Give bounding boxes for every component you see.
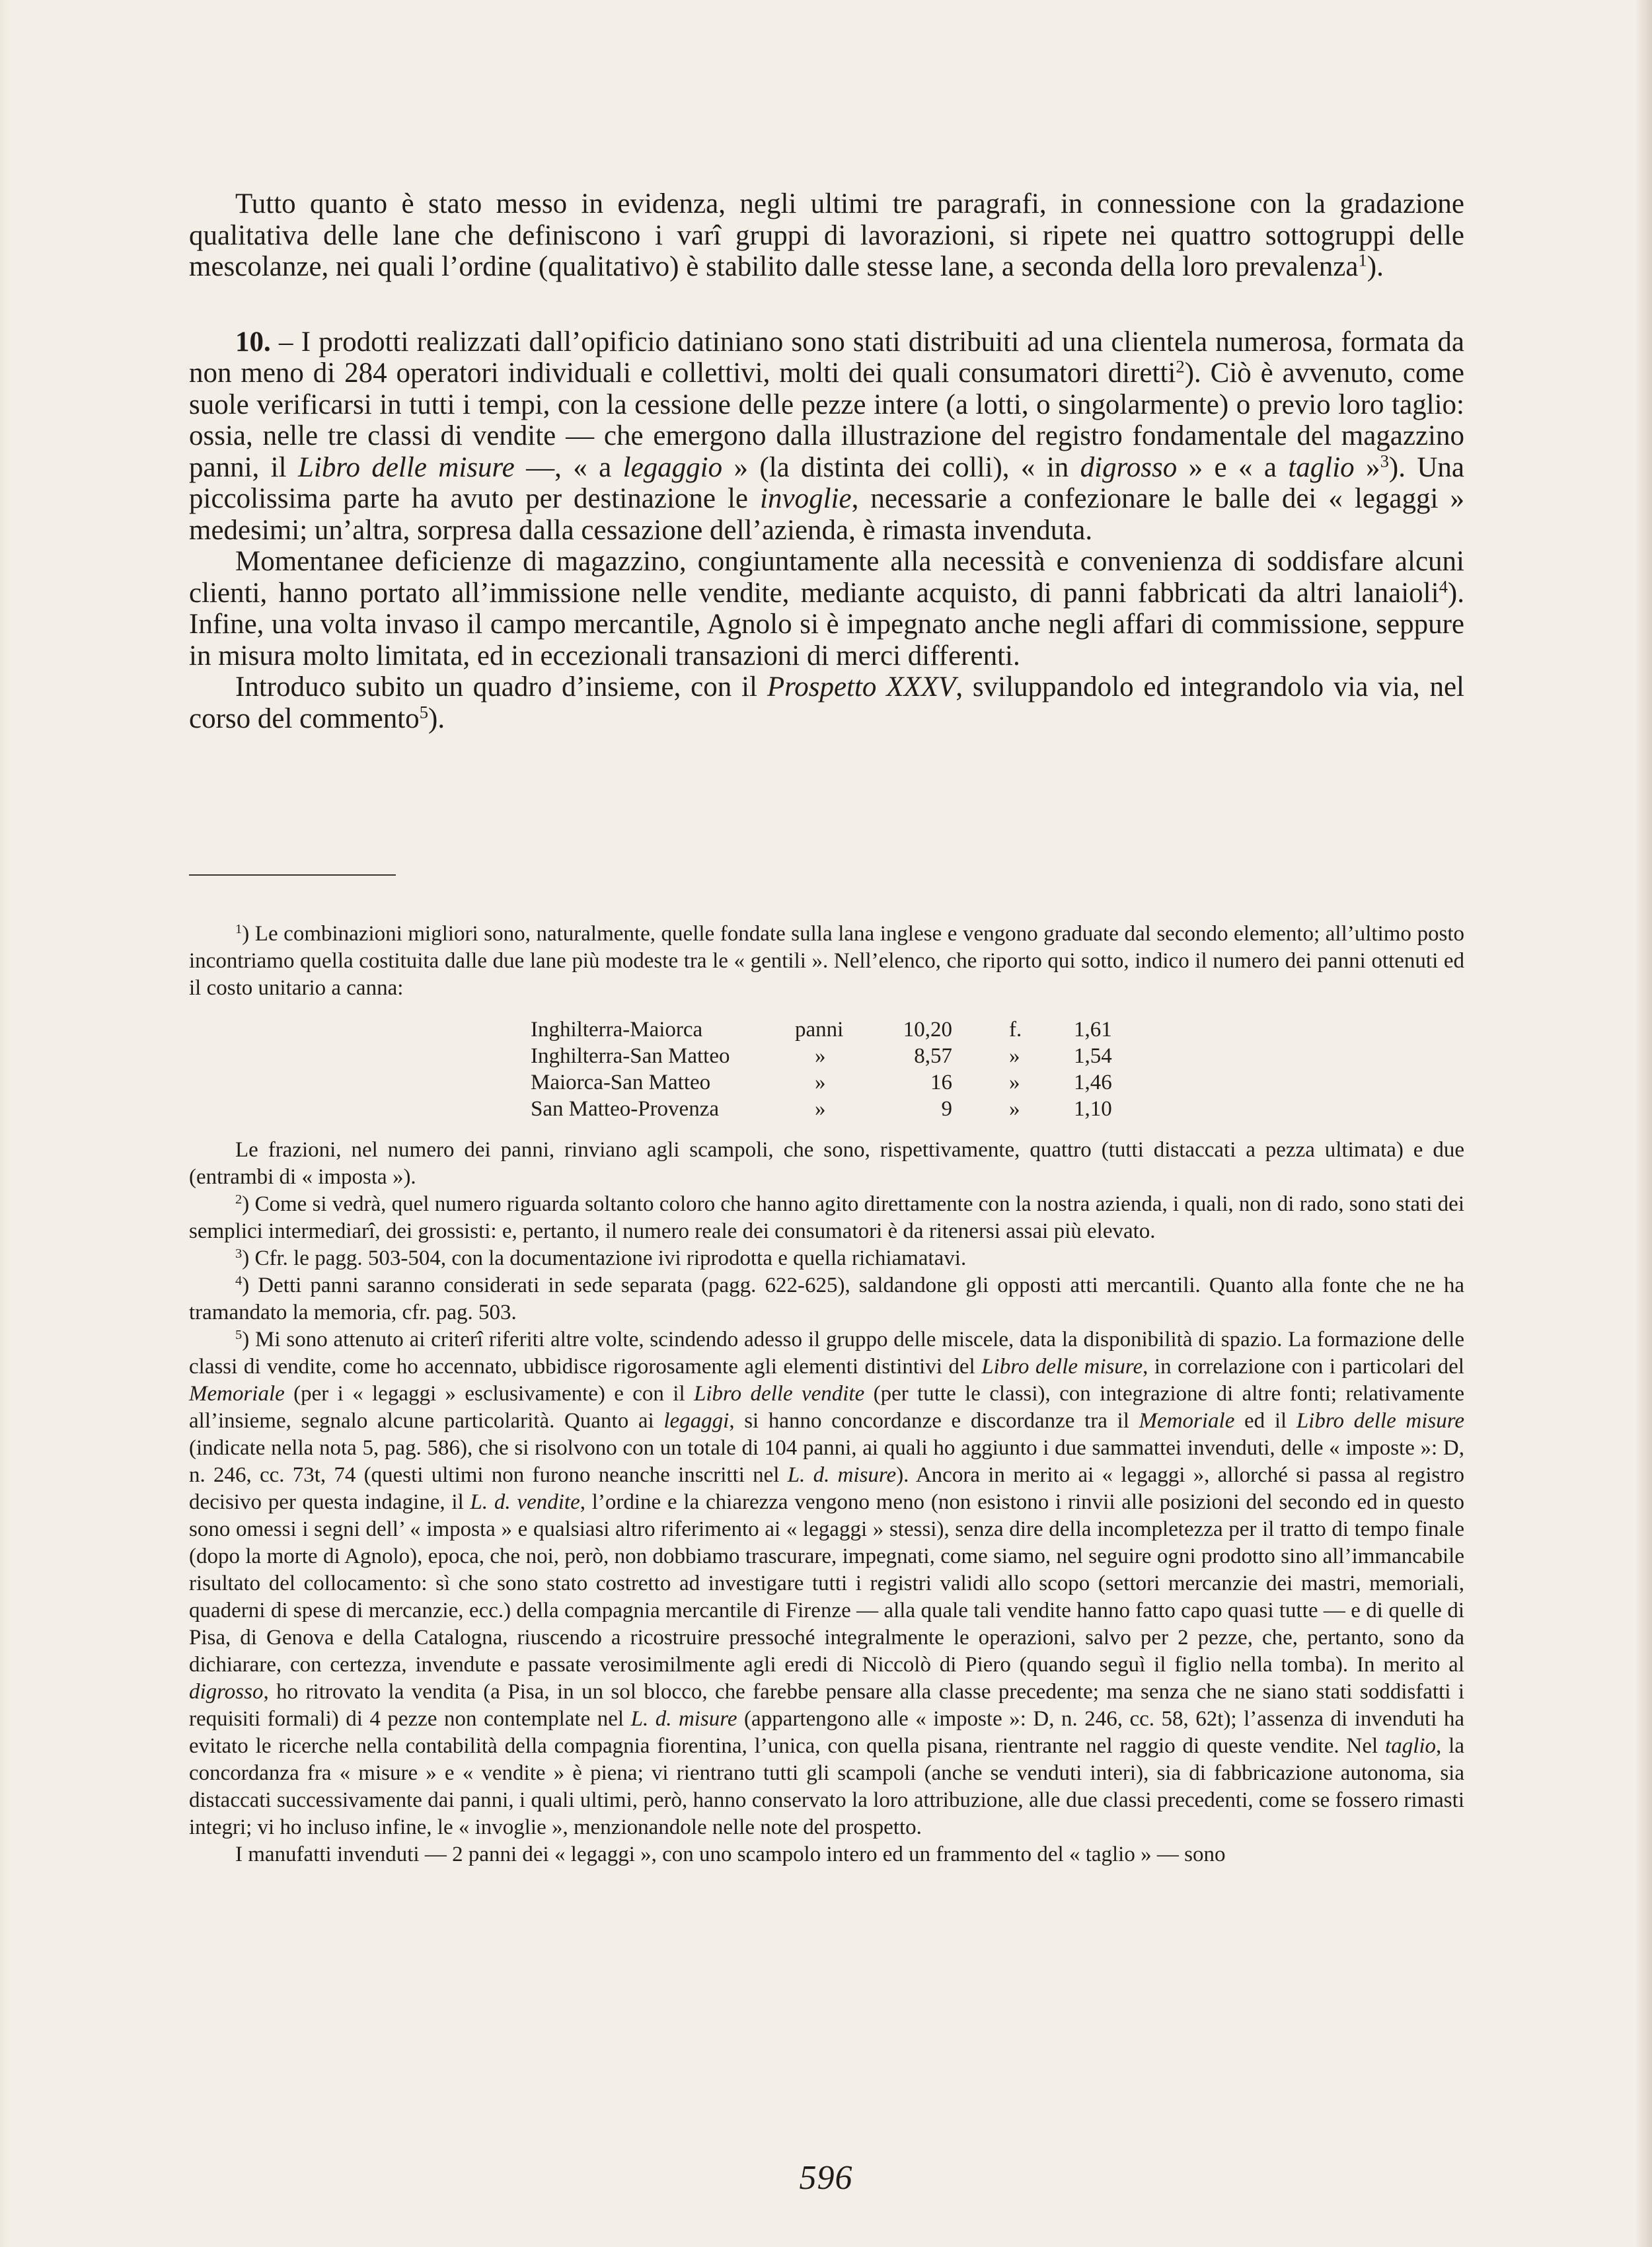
footnote-2: $^2$) Come si vedrà, quel numero riguarda soltanto coloro che hanno agito direttamente con la nostra azienda, i quali, non di rado, sono stati dei semplici intermediarî, dei grossisti: e, pertanto, il numero reale dei consumatori è da ritenersi assai più elevato. [189,1192,1464,1243]
footnote-ref: 2 [1176,356,1185,377]
table-row: Maiorca-San Matteo » 16 » 1,46 [531,1071,1112,1094]
footnote-ref: 5 [419,701,429,722]
footnote-ref: 1 [1358,250,1367,270]
page-number: 596 [799,2159,853,2197]
footnote-3: $^3$) Cfr. le pagg. 503-504, con la documentazione ivi riprodotta e quella richiamatavi. [235,1246,967,1270]
paragraph-introduco: Introduco subito un quadro d’insieme, con il Prospetto XXXV, sviluppandolo ed integrandolo via via, nel corso del commento$^5$). [189,671,1464,734]
table-row: Inghilterra-San Matteo » 8,57 » 1,54 [531,1044,1112,1068]
footnotes [189,921,1464,1868]
footnote-separator [189,874,396,876]
paragraph-intro: Tutto quanto è stato messo in evidenza, negli ultimi tre paragrafi, in connessione con la gradazione qualitativa delle lane che definiscono i varî gruppi di lavorazioni, si ripete nei quattro sottogruppi delle mescolanze, nei quali l’ordine (qualitativo) è stabilito dalle stesse lane, a seconda della loro prevalenza$^1$). [189,188,1464,282]
main-text [189,188,1464,734]
paragraph-section-10: 10. – I prodotti realizzati dall’opificio datiniano sono stati distribuiti ad una clientela numerosa, formata da non meno di 284 operatori individuali e collettivi, molti dei quali consumatori diretti$^2$). Ciò è avvenuto, come suole verificarsi in tutti i tempi, con la cessione delle pezze intere (a lotti, o singolarmente) o previo loro taglio: ossia, nelle tre classi di vendite — che emergono dalla illustrazione del registro fondamentale del magazzino panni, il Libro delle misure —, « a legaggio » (la distinta dei colli), « in digrosso » e « a taglio »$^3$). Una piccolissima parte ha avuto per destinazione le invoglie, necessarie a confezionare le balle dei « legaggi » medesimi; un’altra, sorpresa dalla cessazione dell’azienda, è rimasta invenduta. [189,326,1464,546]
page-left-edge [0,0,9,2247]
footnote-1-continued: Le frazioni, nel numero dei panni, rinviano agli scampoli, che sono, rispettivamente, quattro (tutti distaccati a pezza ultimata) e due (entrambi di « imposta »). [189,1138,1464,1189]
footnote-4: $^4$) Detti panni saranno considerati in sede separata (pagg. 622-625), saldandone gli opposti atti mercantili. Quanto alla fonte che ne ha tramandato la memoria, cfr. pag. 503. [189,1273,1464,1324]
footnote-1: $^1$) Le combinazioni migliori sono, naturalmente, quelle fondate sulla lana inglese e vengono graduate dal secondo elemento; all’ultimo posto incontriamo quella costituita dalle due lane più modeste tra le « gentili ». Nell’elenco, che riporto qui sotto, indico il numero dei panni ottenuti ed il costo unitario a canna: [189,921,1464,1000]
section-number: 10. [235,326,271,358]
table-row: Inghilterra-Maiorca panni 10,20 f. 1,61 [531,1018,1112,1042]
footnote-ref: 4 [1439,576,1448,596]
page-right-edge [1635,0,1652,2247]
paragraph-momentanee: Momentanee deficienze di magazzino, congiuntamente alla necessità e convenienza di soddisfare alcuni clienti, hanno portato all’immissione nelle vendite, mediante acquisto, di panni fabbricati da altri lanaioli$^4$). Infine, una volta invaso il campo mercantile, Agnolo si è impegnato anche negli affari di commissione, seppure in misura molto limitata, ed in eccezionali transazioni di merci differenti. [189,546,1464,671]
footnote-5-continued: I manufatti invenduti — 2 panni dei « legaggi », con uno scampolo intero ed un frammento del « taglio » — sono [235,1843,1226,1866]
price-table [531,1016,1153,1122]
footnote-5: $^5$) Mi sono attenuto ai criterî riferiti altre volte, scindendo adesso il gruppo delle miscele, data la disponibilità di spazio. La formazione delle classi di vendite, come ho accennato, ubbidisce rigorosamente agli elementi distintivi del Libro delle misure, in correlazione con i particolari del Memoriale (per i « legaggi » esclusivamente) e con il Libro delle vendite (per tutte le classi), con integrazione di altre fonti; relativamente all’insieme, segnalo alcune particolarità. Quanto ai legaggi, si hanno concordanze e discordanze tra il Memoriale ed il Libro delle misure (indicate nella nota 5, pag. 586), che si risolvono con un totale di 104 panni, ai quali ho aggiunto i due sammattei invenduti, delle « imposte »: D, n. 246, cc. 73t, 74 (questi ultimi non furono neanche inscritti nel L. d. misure). Ancora in merito ai « legaggi », allorché si passa al registro decisivo per questa indagine, il L. d. vendite, l’ordine e la chiarezza vengono meno (non esistono i rinvii alle posizioni del secondo ed in questo sono omessi i segni dell’ « imposta » e qualsiasi altro riferimento ai « legaggi » stessi), senza dire della incompletezza per il tratto di tempo finale (dopo la morte di Agnolo), epoca, che noi, però, non dobbiamo trascurare, impegnati, come siamo, nel seguire ogni prodotto sino all’immancabile risultato del collocamento: sì che sono stato costretto ad investigare tutti i registri validi allo scopo (settori mercanzie dei mastri, memoriali, quaderni di spese di mercanzie, ecc.) della compagnia mercantile di Firenze — alla quale tali vendite hanno fatto capo quasi tutte — e di quelle di Pisa, di Genova e della Catalogna, riuscendo a ricostruire pressoché integralmente le operazioni, salvo per 2 pezze, che, pertanto, sono da dichiarare, con certezza, invendute e passate verosimilmente agli eredi di Niccolò di Piero (quando seguì il figlio nella tomba). In merito al digrosso, ho ritrovato la vendita (a Pisa, in un sol blocco, che farebbe pensare alla classe precedente; ma senza che ne siano stati soddisfatti i requisiti formali) di 4 pezze non contemplate nel L. d. misure (appartengono alle « imposte »: D, n. 246, cc. 58, 62t); l’assenza di invenduti ha evitato le ricerche nella contabilità della compagnia fiorentina, l’unica, con quella pisana, rientrante nel raggio di queste vendite. Nel taglio, la concordanza fra « misure » e « vendite » è piena; vi rientrano tutti gli scampoli (anche se venduti interi), sia di fabbricazione autonoma, sia distaccati successivamente dai panni, i quali ultimi, però, hanno conservato la loro attribuzione, alle due classi precedenti, come se fossero rimasti integri; vi ho incluso infine, le « invoglie », menzionandole nelle note del prospetto. [189,1327,1465,1839]
table-row: San Matteo-Provenza » 9 » 1,10 [531,1097,1112,1121]
footnote-ref: 3 [1380,450,1389,471]
